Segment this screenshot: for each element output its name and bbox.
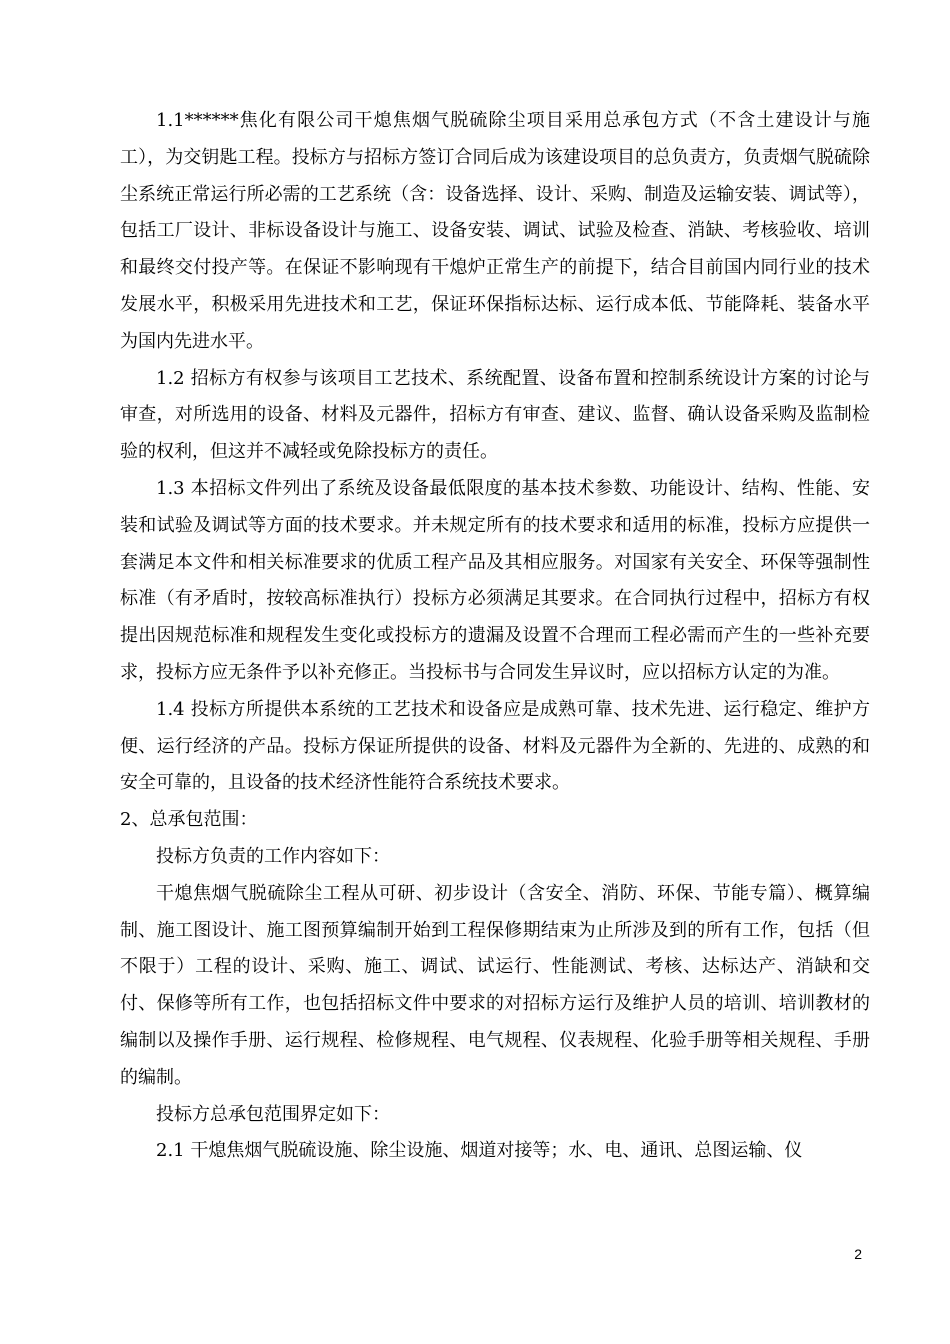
paragraph-2-body: 干熄焦烟气脱硫除尘工程从可研、初步设计（含安全、消防、环保、节能专篇）、概算编制、施工图设计、施工图预算编制开始到工程保修期结束为止所涉及到的所有工作，包括（但不限于）工程的设计、采购、施工、调试、试运行、性能测试、考核、达标达产、消缺和交付、保修等所有工作，也包括招标文件中要求的对招标方运行及维护人员的培训、培训教材的编制以及操作手册、运行规程、检修规程、电气规程、仪表规程、化验手册等相关规程、手册的编制。 [120, 882, 870, 1088]
paragraph-1-1: 1.1******焦化有限公司干熄焦烟气脱硫除尘项目采用总承包方式（不含土建设计与施工），为交钥匙工程。投标方与招标方签订合同后成为该建设项目的总负责方，负责烟气脱硫除尘系统正常运行所必需的工艺系统（含：设备选择、设计、采购、制造及运输安装、调试等），包括工厂设计、非标设备设计与施工、设备安装、调试、试验及检查、消缺、考核验收、培训和最终交付投产等。在保证不影响现有干熄炉正常生产的前提下，结合目前国内同行业的技术发展水平，积极采用先进技术和工艺，保证环保指标达标、运行成本低、节能降耗、装备水平为国内先进水平。 [120, 110, 870, 352]
paragraph-2-intro: 投标方负责的工作内容如下： [156, 845, 390, 867]
paragraph-1-2: 1.2 招标方有权参与该项目工艺技术、系统配置、设备布置和控制系统设计方案的讨论与审查，对所选用的设备、材料及元器件，招标方有审查、建议、监督、确认设备采购及监制检验的权利，但这并不减轻或免除投标方的责任。 [120, 367, 870, 463]
page-number: 2 [854, 1246, 862, 1262]
paragraph-2-scope: 投标方总承包范围界定如下： [156, 1103, 390, 1125]
section-heading-2: 2、总承包范围： [120, 809, 258, 831]
paragraph-1-4: 1.4 投标方所提供本系统的工艺技术和设备应是成熟可靠、技术先进、运行稳定、维护方便、运行经济的产品。投标方保证所提供的设备、材料及元器件为全新的、先进的、成熟的和安全可靠的，且设备的技术经济性能符合系统技术要求。 [120, 698, 870, 794]
paragraph-2-1: 2.1 干熄焦烟气脱硫设施、除尘设施、烟道对接等；水、电、通讯、总图运输、仪 [156, 1140, 803, 1162]
document-body [120, 103, 870, 1170]
paragraph-1-3: 1.3 本招标文件列出了系统及设备最低限度的基本技术参数、功能设计、结构、性能、安装和试验及调试等方面的技术要求。并未规定所有的技术要求和适用的标准，投标方应提供一套满足本文件和相关标准要求的优质工程产品及其相应服务。对国家有关安全、环保等强制性标准（有矛盾时，按较高标准执行）投标方必须满足其要求。在合同执行过程中，招标方有权提出因规范标准和规程发生变化或投标方的遗漏及设置不合理而工程必需而产生的一些补充要求，投标方应无条件予以补充修正。当投标书与合同发生异议时，应以招标方认定的为准。 [120, 477, 870, 683]
